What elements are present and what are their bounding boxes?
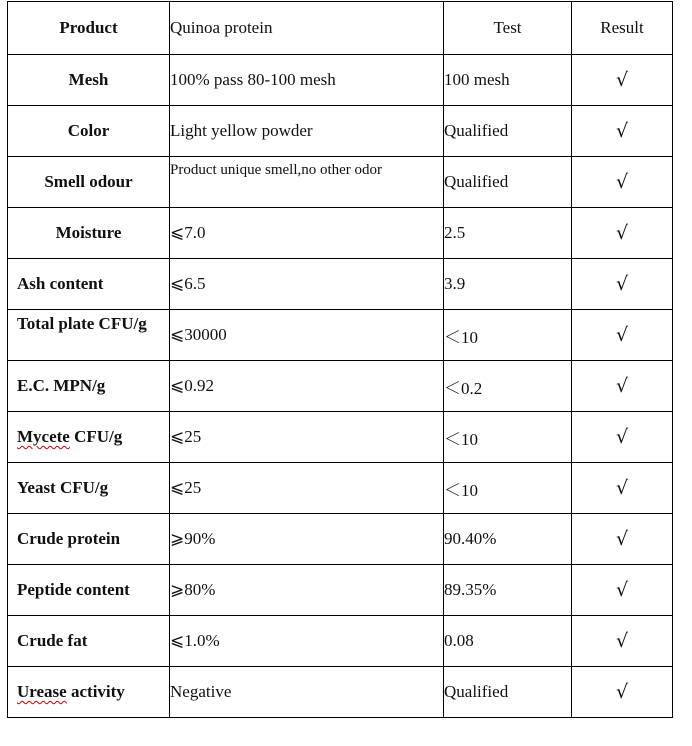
item-name: [8, 667, 170, 718]
item-test: 3.9: [444, 259, 572, 310]
table-row-peptide-content: [8, 565, 673, 616]
item-name: [8, 412, 170, 463]
table-row-mycete: [8, 412, 673, 463]
item-spec: Product unique smell,no other odor: [170, 157, 444, 208]
check-mark-icon: √: [615, 528, 629, 550]
item-test: ＜10: [444, 463, 572, 514]
item-spec: ⩽25: [170, 412, 444, 463]
specification-table: [7, 1, 673, 718]
item-result: [572, 616, 673, 667]
table-row-mesh: [8, 55, 673, 106]
table-header-row: [8, 2, 673, 55]
item-result: [572, 106, 673, 157]
header-product-name: Quinoa protein: [170, 2, 444, 55]
item-name: Mesh: [8, 55, 170, 106]
table-row-urease-activity: [8, 667, 673, 718]
table-row-color: [8, 106, 673, 157]
item-name: Yeast CFU/g: [8, 463, 170, 514]
check-mark-icon: √: [615, 477, 629, 499]
check-mark-icon: √: [615, 579, 629, 601]
check-mark-icon: √: [615, 630, 629, 652]
check-mark-icon: √: [615, 324, 629, 346]
item-result: [572, 667, 673, 718]
item-spec: 100% pass 80-100 mesh: [170, 55, 444, 106]
item-test: ＜10: [444, 412, 572, 463]
item-result: [572, 565, 673, 616]
item-test: Qualified: [444, 157, 572, 208]
item-name: Ash content: [8, 259, 170, 310]
item-result: [572, 55, 673, 106]
item-test: 100 mesh: [444, 55, 572, 106]
item-name: E.C. MPN/g: [8, 361, 170, 412]
item-name: Total plate CFU/g: [8, 310, 170, 361]
item-test: 0.08: [444, 616, 572, 667]
item-name: Moisture: [8, 208, 170, 259]
item-spec: Light yellow powder: [170, 106, 444, 157]
header-result: Result: [572, 2, 673, 55]
table-row-smell-odour: [8, 157, 673, 208]
item-spec: ⩽1.0%: [170, 616, 444, 667]
table-row-ec-mpn: [8, 361, 673, 412]
item-name-rest: activity: [66, 682, 125, 701]
item-spec: Negative: [170, 667, 444, 718]
item-name: Crude protein: [8, 514, 170, 565]
item-test: Qualified: [444, 106, 572, 157]
item-spec: ⩽6.5: [170, 259, 444, 310]
item-spec: ⩾80%: [170, 565, 444, 616]
table-row-crude-protein: [8, 514, 673, 565]
check-mark-icon: √: [615, 375, 629, 397]
table-row-crude-fat: [8, 616, 673, 667]
item-result: [572, 514, 673, 565]
item-result: [572, 361, 673, 412]
item-result: [572, 208, 673, 259]
check-mark-icon: √: [615, 222, 629, 244]
item-result: [572, 463, 673, 514]
item-test: ＜0.2: [444, 361, 572, 412]
header-test: Test: [444, 2, 572, 55]
item-result: [572, 259, 673, 310]
item-spec: ⩽30000: [170, 310, 444, 361]
item-test: ＜10: [444, 310, 572, 361]
item-name-rest: CFU/g: [69, 427, 123, 446]
item-test: 89.35%: [444, 565, 572, 616]
header-product: Product: [8, 2, 170, 55]
item-test: Qualified: [444, 667, 572, 718]
item-test: 2.5: [444, 208, 572, 259]
check-mark-icon: √: [615, 69, 629, 91]
check-mark-icon: √: [615, 426, 629, 448]
item-result: [572, 310, 673, 361]
check-mark-icon: √: [615, 681, 629, 703]
item-name: Crude fat: [8, 616, 170, 667]
check-mark-icon: √: [615, 273, 629, 295]
item-name: Color: [8, 106, 170, 157]
item-name-flagged-word: Urease: [17, 682, 67, 701]
item-name-flagged-word: Mycete: [17, 427, 70, 446]
check-mark-icon: √: [615, 120, 629, 142]
table-row-ash-content: [8, 259, 673, 310]
item-spec: ⩽7.0: [170, 208, 444, 259]
table-row-yeast: [8, 463, 673, 514]
check-mark-icon: √: [615, 171, 629, 193]
item-name: Peptide content: [8, 565, 170, 616]
item-spec: ⩽0.92: [170, 361, 444, 412]
item-spec: ⩽25: [170, 463, 444, 514]
table-row-total-plate: [8, 310, 673, 361]
item-name: Smell odour: [8, 157, 170, 208]
item-result: [572, 157, 673, 208]
item-result: [572, 412, 673, 463]
item-test: 90.40%: [444, 514, 572, 565]
table-row-moisture: [8, 208, 673, 259]
item-spec: ⩾90%: [170, 514, 444, 565]
